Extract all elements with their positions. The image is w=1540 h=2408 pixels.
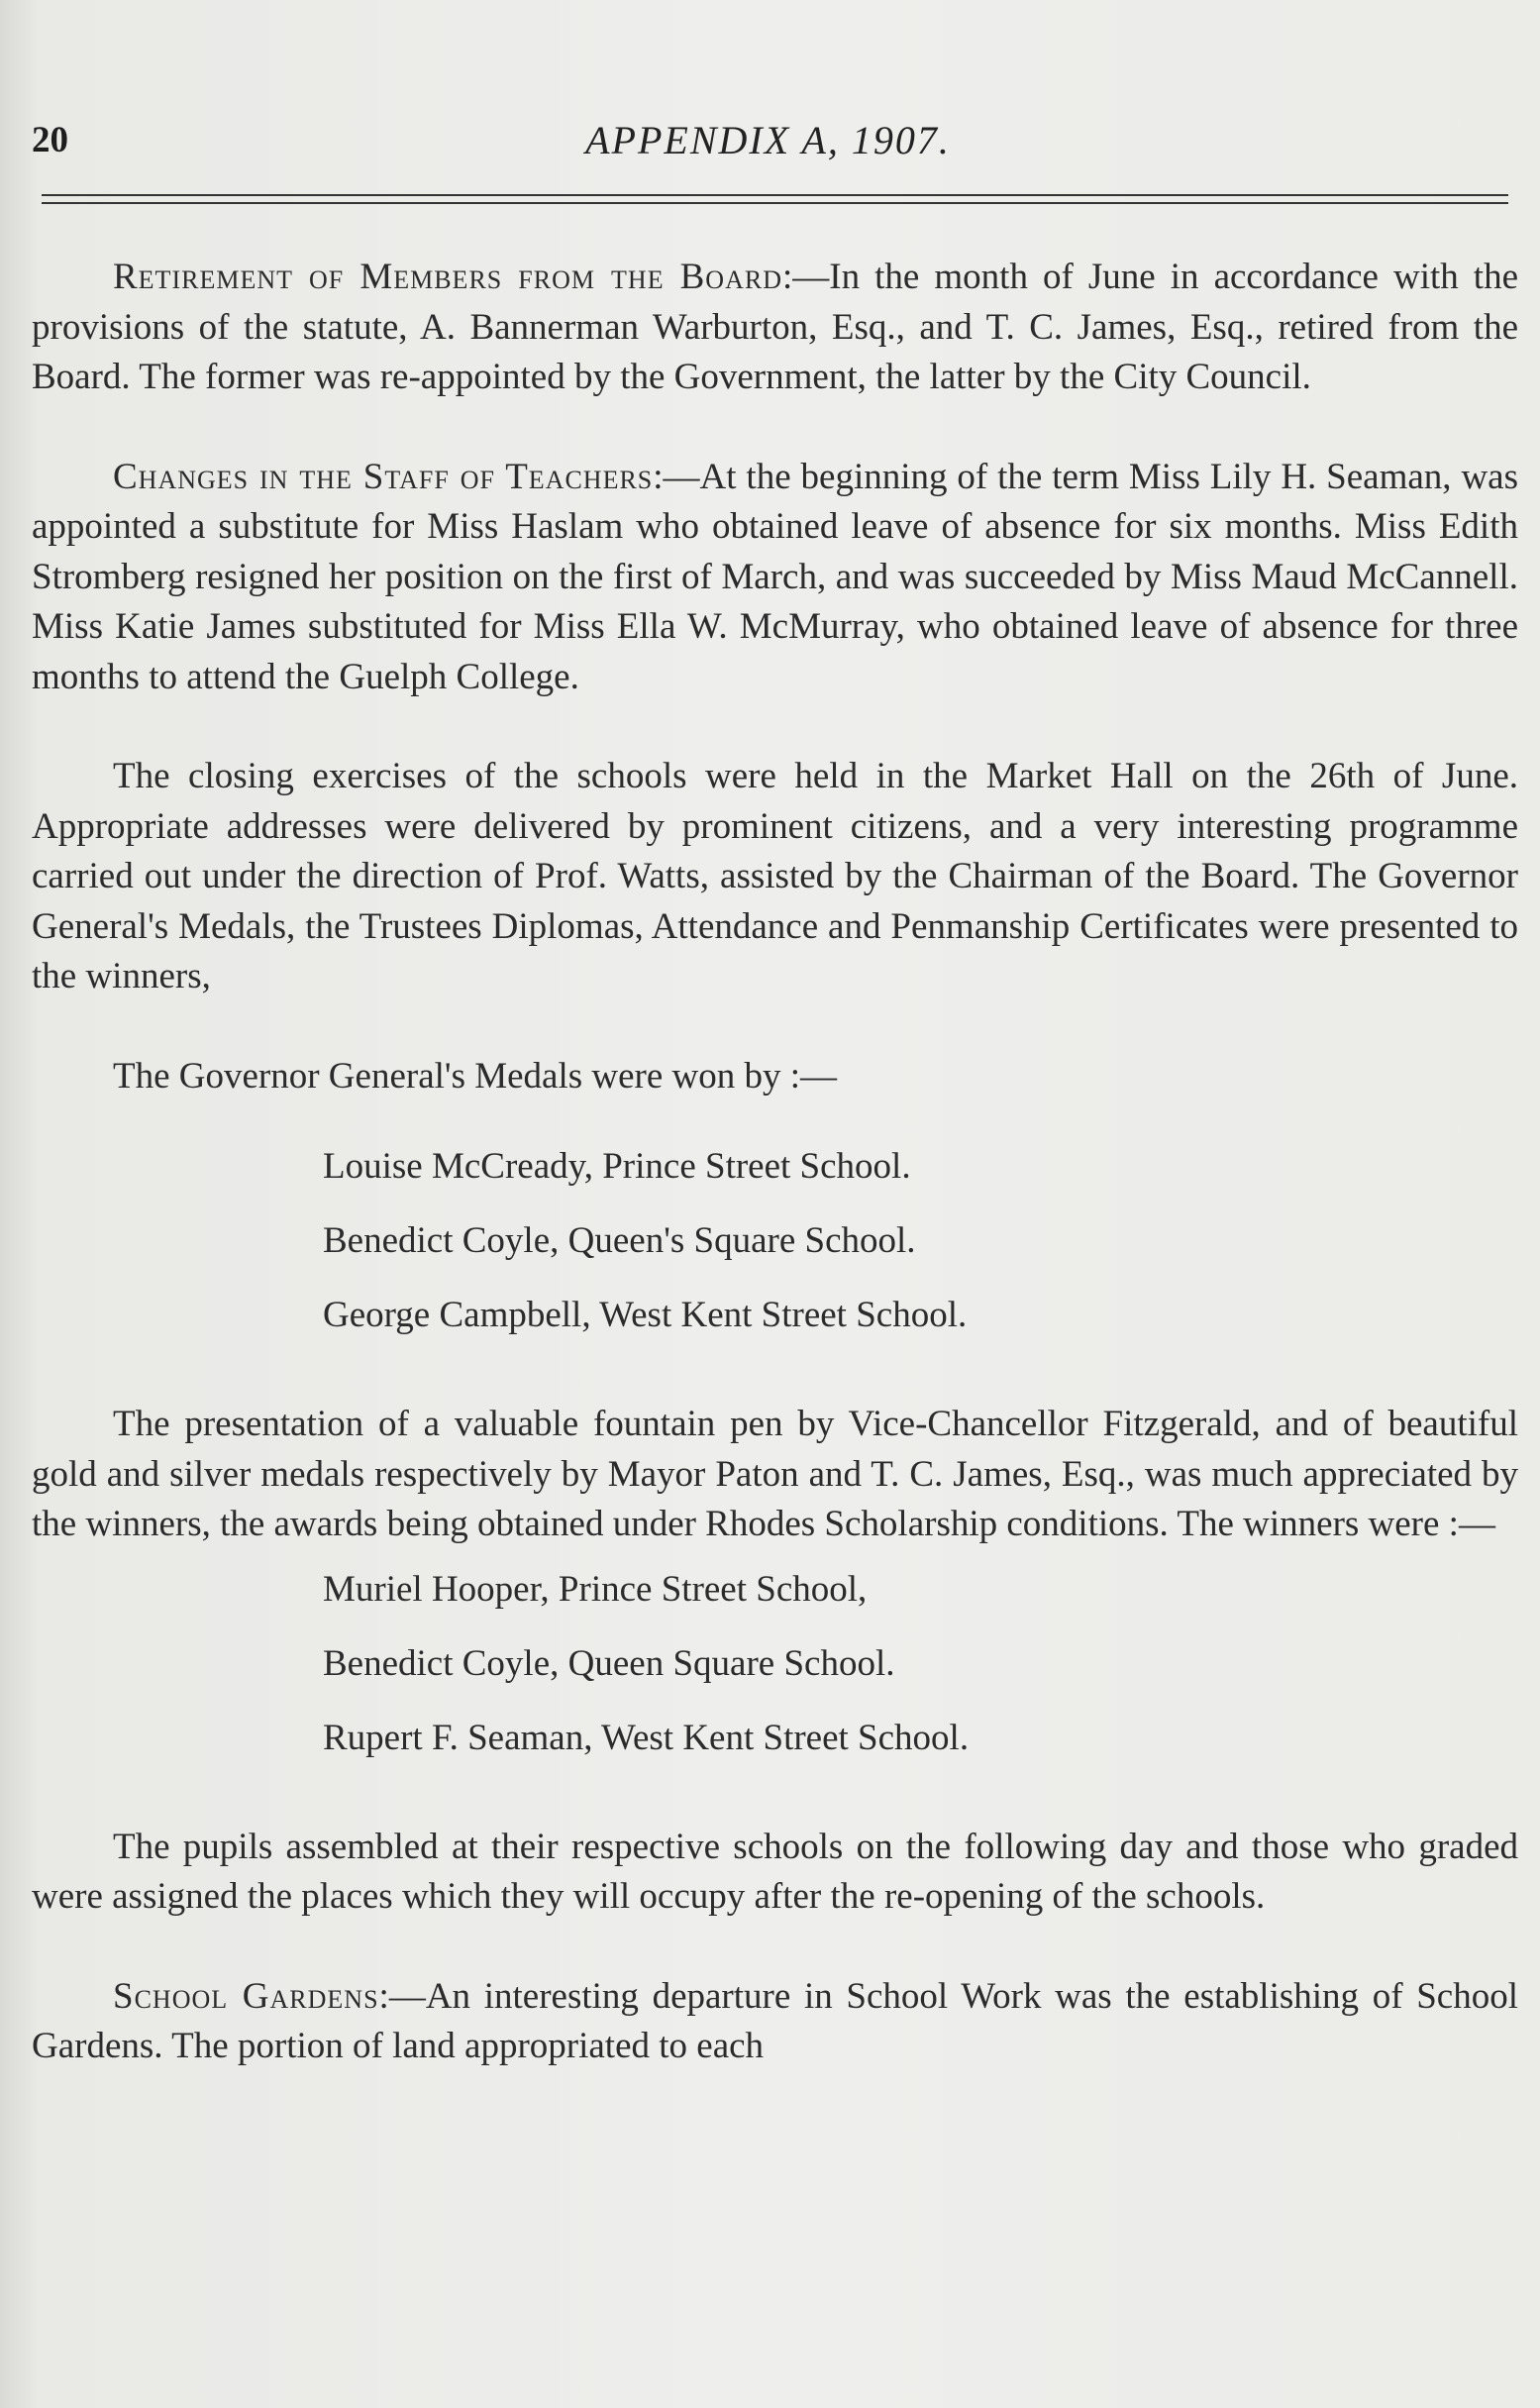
paragraph-closing-exercises: The closing exercises of the schools were held in the Market Hall on the 26th of June. Appropriate addresses were delivered by prominent citizens, and a very interesting programme carried out under the direction of Prof. Watts, assisted by the Chairman of the Board. The Governor General's Medals, the Trustees Diplomas, Attendance and Penmanship Certificates were presented to the winners, xyxy=(32,756,1518,996)
paragraph-retirement xyxy=(32,253,1518,403)
header-rule xyxy=(42,194,1508,204)
medals-intro: The Governor General's Medals were won by :— xyxy=(113,1055,838,1097)
page-number: 20 xyxy=(32,120,68,160)
medal-winners-list xyxy=(32,1129,1518,1352)
retirement-heading: Retirement of Members from the Board xyxy=(113,257,782,297)
staff-changes-heading: Changes in the Staff of Teachers xyxy=(113,456,654,497)
list-item: George Campbell, West Kent Street School. xyxy=(323,1295,968,1335)
running-title: APPENDIX A, 1907. xyxy=(585,118,951,162)
school-gardens-text: :—An interesting departure in School Work was the establishing of School Gardens. The portion of land appropriated to each xyxy=(32,1975,1518,2066)
list-item: Rupert F. Seaman, West Kent Street School. xyxy=(323,1717,970,1758)
list-item: Louise McCready, Prince Street School. xyxy=(323,1146,911,1187)
list-item: Benedict Coyle, Queen's Square School. xyxy=(323,1220,916,1261)
staff-changes-text: :—At the beginning of the term Miss Lily H. Seaman, was appointed a substitute for Miss Haslam who obtained leave of absence for six months. Miss Edith Stromberg resigned her position on the first of March, and was succeeded by Miss Maud McCannell. Miss Katie James substituted for Miss Ella W. McMurray, who obtained leave of absence for three months to attend the Guelph College. xyxy=(32,456,1518,697)
retirement-text: :—In the month of June in accordance with the provisions of the statute, A. Bannerman Warburton, Esq., and T. C. James, Esq., retired from the Board. The former was re-appointed by the Government, the latter by the City Council. xyxy=(32,257,1519,397)
paragraph-pupils-assembled: The pupils assembled at their respective schools on the following day and those who graded were assigned the places which they will occupy after the re-opening of the schools. xyxy=(32,1826,1518,1917)
list-item: Muriel Hooper, Prince Street School, xyxy=(323,1568,868,1610)
paragraph-presentation: The presentation of a valuable fountain pen by Vice-Chancellor Fitzgerald, and of beautiful gold and silver medals respectively by Mayor Paton and T. C. James, Esq., was much appreciated by the winners, the awards being obtained under Rhodes Scholarship conditions. The winners were :— xyxy=(32,1404,1518,1544)
school-gardens-heading: School Gardens xyxy=(113,1975,379,2017)
rhodes-winners-list xyxy=(32,1552,1518,1775)
body-text xyxy=(32,253,1518,2122)
paragraph-school-gardens xyxy=(32,1972,1518,2072)
paragraph-staff-changes xyxy=(32,453,1518,703)
running-head xyxy=(32,117,1504,176)
list-item: Benedict Coyle, Queen Square School. xyxy=(323,1642,895,1684)
